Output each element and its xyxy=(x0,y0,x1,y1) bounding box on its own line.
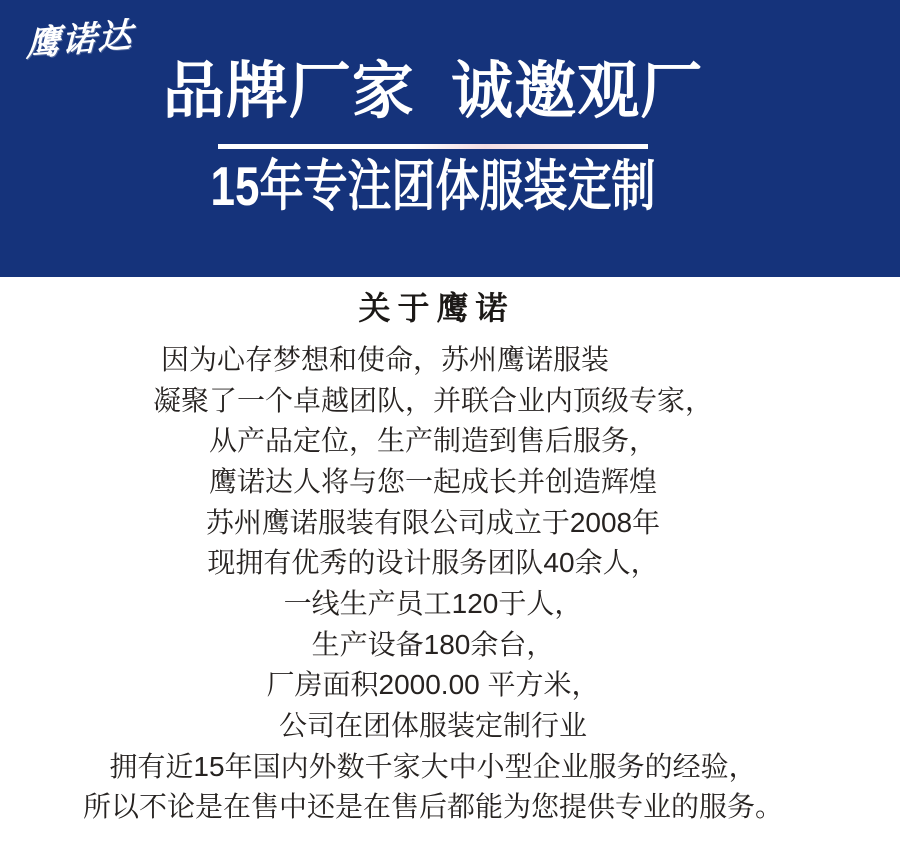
about-paragraph xyxy=(0,340,866,828)
about-line: 厂房面积2000.00 平方米， xyxy=(266,669,600,701)
header-banner xyxy=(0,0,900,277)
about-line: 公司在团体服装定制行业 xyxy=(278,709,587,741)
about-heading: 关于鹰诺 xyxy=(358,290,515,326)
header-subtitle: 15年专注团体服装定制 xyxy=(210,155,656,217)
about-line: 拥有近15年国内外数千家大中小型企业服务的经验， xyxy=(109,750,757,782)
about-line: 一线生产员工120于人， xyxy=(283,587,583,619)
header-divider xyxy=(218,144,648,149)
brand-logo: 鹰诺达 xyxy=(25,15,135,65)
about-line: 鹰诺达人将与您一起成长并创造辉煌 xyxy=(208,465,657,497)
about-line: 从产品定位，生产制造到售后服务， xyxy=(208,425,657,457)
about-line: 因为心存梦想和使命，苏州鹰诺服装 xyxy=(160,344,609,375)
about-line: 现拥有优秀的设计服务团队40余人， xyxy=(207,547,659,579)
about-line: 苏州鹰诺服装有限公司成立于2008年 xyxy=(205,506,661,538)
about-line: 生产设备180余台， xyxy=(311,628,555,660)
header-title: 品牌厂家 诚邀观厂 xyxy=(162,57,704,126)
about-line: 所以不论是在售中还是在售后都能为您提供专业的服务。 xyxy=(82,791,783,823)
about-section xyxy=(0,277,866,828)
about-line: 凝聚了一个卓越团队，并联合业内顶级专家， xyxy=(152,384,713,416)
